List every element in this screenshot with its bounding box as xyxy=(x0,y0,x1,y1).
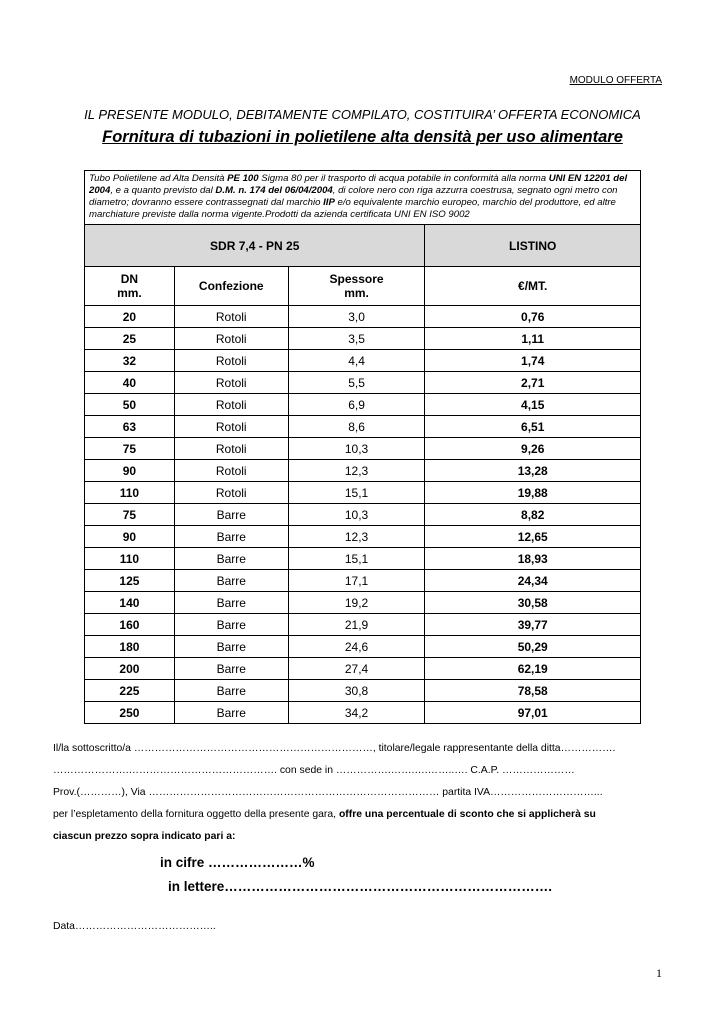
cell-price: 6,51 xyxy=(425,416,641,438)
section-header-row xyxy=(85,225,641,267)
table-row xyxy=(85,702,641,724)
cell-spessore: 15,1 xyxy=(288,548,425,570)
cell-price: 2,71 xyxy=(425,372,641,394)
cell-price: 1,11 xyxy=(425,328,641,350)
declaration-line: Prov.(…………), Via ………………………………………………………………………… partita IVA…………………………... xyxy=(53,787,603,798)
table-row xyxy=(85,636,641,658)
table-row xyxy=(85,372,641,394)
cell-spessore: 6,9 xyxy=(288,394,425,416)
form-label: MODULO OFFERTA xyxy=(569,75,662,86)
cell-confezione: Rotoli xyxy=(174,394,288,416)
cell-price: 62,19 xyxy=(425,658,641,680)
cell-spessore: 12,3 xyxy=(288,526,425,548)
cell-spessore: 3,5 xyxy=(288,328,425,350)
table-row xyxy=(85,614,641,636)
description-row xyxy=(85,171,641,225)
cell-spessore: 19,2 xyxy=(288,592,425,614)
cell-dn: 125 xyxy=(85,570,175,592)
table-row xyxy=(85,416,641,438)
cell-price: 30,58 xyxy=(425,592,641,614)
cell-confezione: Barre xyxy=(174,548,288,570)
declaration-line: per l’espletamento della fornitura oggetto della presente gara, offre una percentuale di sconto che si applicherà su xyxy=(53,809,596,820)
cell-dn: 40 xyxy=(85,372,175,394)
cell-spessore: 27,4 xyxy=(288,658,425,680)
discount-words-field[interactable]: in lettere………………………………………………………………. xyxy=(168,879,553,894)
cell-confezione: Rotoli xyxy=(174,328,288,350)
cell-spessore: 21,9 xyxy=(288,614,425,636)
col-dn-header: DN mm. xyxy=(85,267,175,306)
cell-dn: 75 xyxy=(85,504,175,526)
table-row xyxy=(85,504,641,526)
cell-price: 39,77 xyxy=(425,614,641,636)
cell-dn: 63 xyxy=(85,416,175,438)
cell-price: 50,29 xyxy=(425,636,641,658)
listino-label: LISTINO xyxy=(425,225,641,267)
cell-confezione: Barre xyxy=(174,702,288,724)
cell-spessore: 34,2 xyxy=(288,702,425,724)
table-row xyxy=(85,680,641,702)
cell-confezione: Barre xyxy=(174,592,288,614)
cell-dn: 50 xyxy=(85,394,175,416)
declaration-line: ………………….……………………………………. con sede in …………….…….….……..…. C.A.P. ………………… xyxy=(53,765,575,776)
cell-dn: 90 xyxy=(85,460,175,482)
cell-dn: 200 xyxy=(85,658,175,680)
table-row xyxy=(85,482,641,504)
cell-price: 13,28 xyxy=(425,460,641,482)
table-row xyxy=(85,460,641,482)
cell-spessore: 24,6 xyxy=(288,636,425,658)
cell-dn: 75 xyxy=(85,438,175,460)
page-number: 1 xyxy=(656,966,662,980)
cell-confezione: Rotoli xyxy=(174,460,288,482)
table-row xyxy=(85,548,641,570)
cell-price: 97,01 xyxy=(425,702,641,724)
table-row xyxy=(85,306,641,328)
cell-dn: 32 xyxy=(85,350,175,372)
sdr-pn-label: SDR 7,4 - PN 25 xyxy=(85,225,425,267)
cell-spessore: 15,1 xyxy=(288,482,425,504)
cell-confezione: Barre xyxy=(174,570,288,592)
table-row xyxy=(85,328,641,350)
cell-dn: 180 xyxy=(85,636,175,658)
cell-dn: 110 xyxy=(85,548,175,570)
cell-spessore: 10,3 xyxy=(288,438,425,460)
declaration-line: Il/la sottoscritto/a ……………………………………………………………, titolare/legale rappresentante della ditta……………. xyxy=(53,743,616,754)
cell-dn: 140 xyxy=(85,592,175,614)
cell-dn: 25 xyxy=(85,328,175,350)
date-field[interactable]: Data………………………………….. xyxy=(53,921,216,932)
cell-confezione: Barre xyxy=(174,680,288,702)
table-row xyxy=(85,658,641,680)
document-title: Fornitura di tubazioni in polietilene alta densità per uso alimentare xyxy=(102,128,623,146)
cell-dn: 110 xyxy=(85,482,175,504)
cell-spessore: 5,5 xyxy=(288,372,425,394)
col-spessore-header: Spessore mm. xyxy=(288,267,425,306)
cell-price: 1,74 xyxy=(425,350,641,372)
cell-price: 24,34 xyxy=(425,570,641,592)
cell-dn: 20 xyxy=(85,306,175,328)
cell-spessore: 10,3 xyxy=(288,504,425,526)
cell-spessore: 8,6 xyxy=(288,416,425,438)
table-row xyxy=(85,438,641,460)
cell-price: 18,93 xyxy=(425,548,641,570)
cell-dn: 90 xyxy=(85,526,175,548)
table-row xyxy=(85,592,641,614)
cell-confezione: Barre xyxy=(174,614,288,636)
cell-price: 78,58 xyxy=(425,680,641,702)
cell-dn: 225 xyxy=(85,680,175,702)
cell-confezione: Rotoli xyxy=(174,438,288,460)
document-subtitle: IL PRESENTE MODULO, DEBITAMENTE COMPILATO, COSTITUIRA’ OFFERTA ECONOMICA xyxy=(84,107,641,122)
cell-spessore: 3,0 xyxy=(288,306,425,328)
cell-confezione: Barre xyxy=(174,526,288,548)
cell-confezione: Rotoli xyxy=(174,482,288,504)
cell-spessore: 17,1 xyxy=(288,570,425,592)
cell-spessore: 12,3 xyxy=(288,460,425,482)
cell-confezione: Rotoli xyxy=(174,350,288,372)
declaration-paragraph xyxy=(53,738,662,848)
product-description: Tubo Polietilene ad Alta Densità PE 100 Sigma 80 per il trasporto di acqua potabile in conformità alla norma UNI EN 12201 del 2004, e a quanto previsto dal D.M. n. 174 del 06/04/2004, di colore nero con riga azzurra coestrusa, segnato ogni metro con diametro; dovranno essere contrassegnati dal marchio IIP e/o equivalente marchio europeo, marchio del produttore, ed altre marchiature previste dalla norma vigente.Prodotti da azienda certificata UNI EN ISO 9002 xyxy=(85,171,641,225)
cell-price: 9,26 xyxy=(425,438,641,460)
table-row xyxy=(85,350,641,372)
cell-confezione: Barre xyxy=(174,504,288,526)
cell-price: 0,76 xyxy=(425,306,641,328)
cell-price: 12,65 xyxy=(425,526,641,548)
cell-confezione: Rotoli xyxy=(174,372,288,394)
cell-price: 19,88 xyxy=(425,482,641,504)
cell-confezione: Rotoli xyxy=(174,416,288,438)
column-header-row xyxy=(85,267,641,306)
discount-digits-field[interactable]: in cifre …………………% xyxy=(160,855,315,870)
table-row xyxy=(85,394,641,416)
cell-spessore: 30,8 xyxy=(288,680,425,702)
cell-price: 4,15 xyxy=(425,394,641,416)
table-row xyxy=(85,526,641,548)
cell-spessore: 4,4 xyxy=(288,350,425,372)
cell-dn: 250 xyxy=(85,702,175,724)
cell-dn: 160 xyxy=(85,614,175,636)
col-confezione-header: Confezione xyxy=(174,267,288,306)
cell-price: 8,82 xyxy=(425,504,641,526)
cell-confezione: Barre xyxy=(174,658,288,680)
table-row xyxy=(85,570,641,592)
price-table xyxy=(84,170,641,724)
declaration-line: ciascun prezzo sopra indicato pari a: xyxy=(53,831,236,842)
col-price-header: €/MT. xyxy=(425,267,641,306)
cell-confezione: Barre xyxy=(174,636,288,658)
cell-confezione: Rotoli xyxy=(174,306,288,328)
